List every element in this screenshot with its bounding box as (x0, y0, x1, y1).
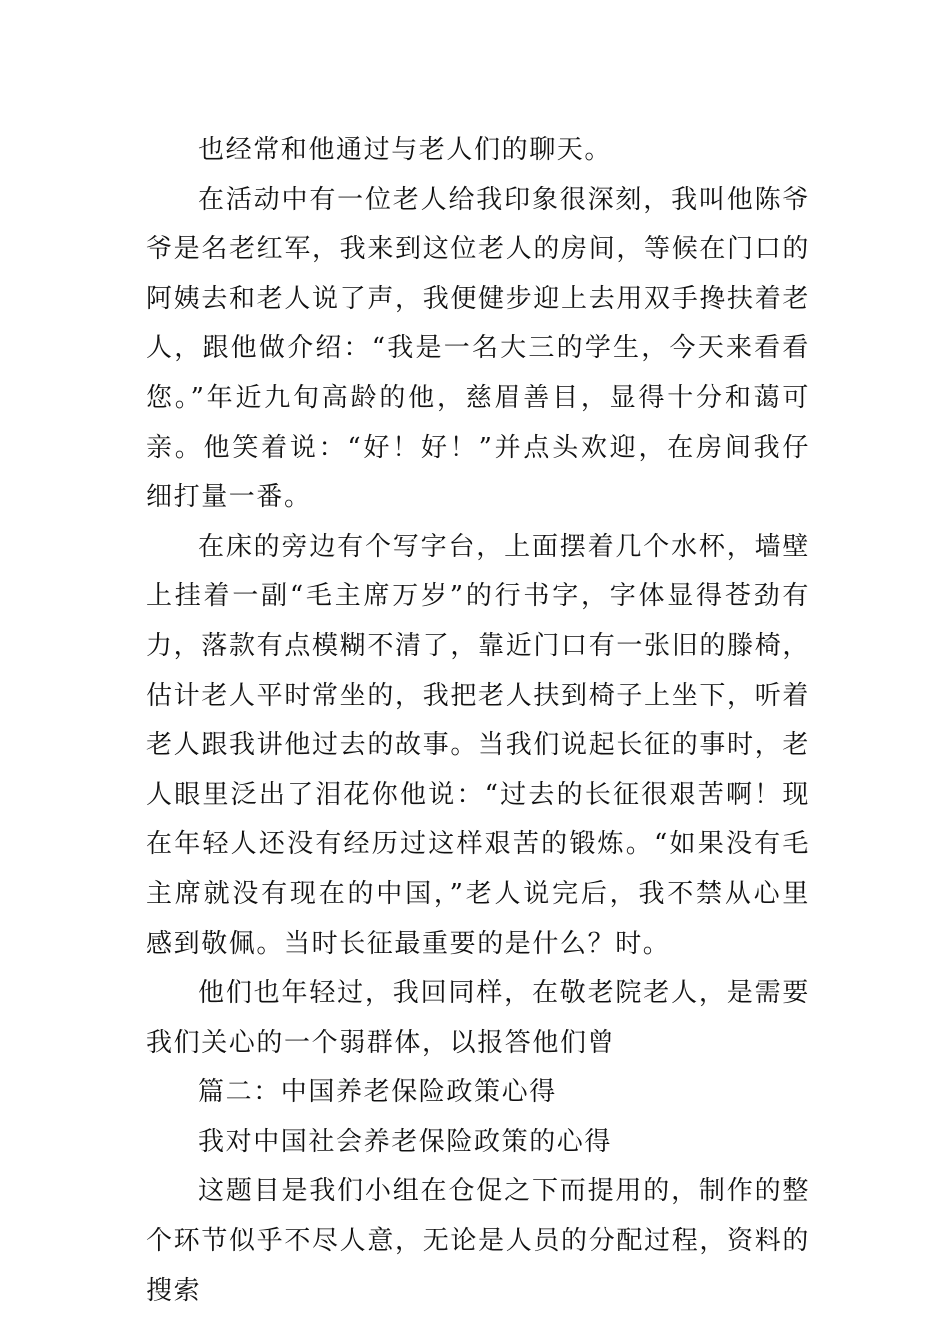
paragraph-4: 他们也年轻过，我回同样，在敬老院老人，是需要我们关心的一个弱群体，以报答他们曾 (146, 978, 810, 1058)
paragraph-2: 在活动中有一位老人给我印象很深刻，我叫他陈爷爷是名老红军，我来到这位老人的房间，等候在门口的阿姨去和老人说了声，我便健步迎上去用双手搀扶着老人，跟他做介绍：“我是一名大三的学生，今天来看看您。”年近九旬高龄的他，慈眉善目，显得十分和蔼可亲。他笑着说：“好！好！”并点头欢迎，在房间我仔细打量一番。 (146, 184, 810, 513)
section-heading: 篇二：中国养老保险政策心得 (198, 1077, 557, 1108)
paragraph-1: 也经常和他通过与老人们的聊天。 (198, 135, 613, 165)
section-subtitle: 我对中国社会养老保险政策的心得 (198, 1126, 613, 1157)
paragraph-3: 在床的旁边有个写字台，上面摆着几个水杯，墙壁上挂着一副“毛主席万岁”的行书字，字体显得苍劲有力，落款有点模糊不清了，靠近门口有一张旧的滕椅，估计老人平时常坐的，我把老人扶到椅子上坐下，听着老人跟我讲他过去的故事。当我们说起长征的事时，老人眼里泛出了泪花你他说：“过去的长征很艰苦啊！现在年轻人还没有经历过这样艰苦的锻炼。“如果没有毛主席就没有现在的中国，”老人说完后，我不禁从心里感到敬佩。当时长征最重要的是什么？时。 (146, 531, 810, 959)
paragraph-5: 这题目是我们小组在仓促之下而提用的，制作的整个环节似乎不尽人意，无论是人员的分配过程，资料的搜索 (146, 1176, 810, 1306)
document-body (146, 126, 810, 1316)
